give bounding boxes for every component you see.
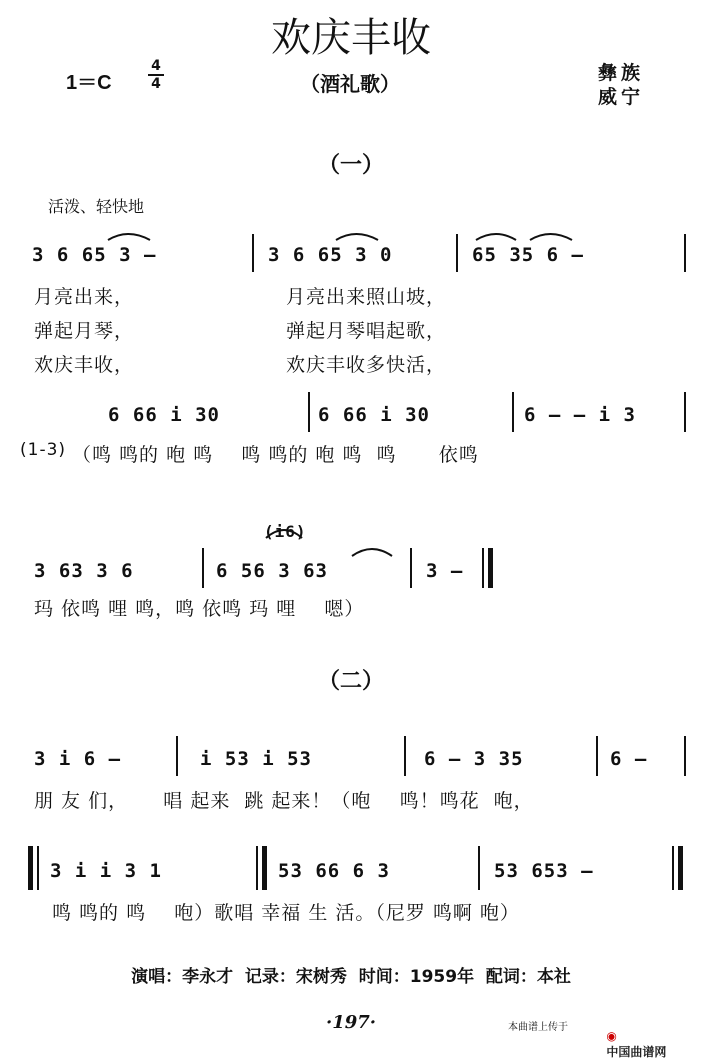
time-signature-bottom: 4 — [148, 74, 164, 92]
lyric-verse-2a: 弹起月琴， — [34, 320, 135, 342]
section-two-heading: （二） — [317, 669, 384, 694]
song-title: 欢庆丰收 — [271, 15, 431, 61]
notes-measure-3: 65 35 6 — — [472, 244, 584, 266]
lyric-verse-2b: 弹起月琴唱起歌， — [286, 320, 447, 342]
lyric-line-4: 朋 友 们， 唱 起来 跳 起来！（咆 鸣！鸣花 咆， — [34, 790, 534, 812]
notes-measure-13: 6 — — [610, 748, 648, 770]
lyric-verse-3b: 欢庆丰收多快活， — [286, 354, 447, 376]
region-attribution: 威宁 — [598, 86, 645, 108]
alternate-notes: (i6) — [264, 522, 307, 541]
credits-line: 演唱：李永才 记录：宋树秀 时间：1959年 配词：本社 — [131, 967, 571, 987]
notes-measure-10: 3 i 6 — — [34, 748, 122, 770]
time-signature-top: 4 — [151, 58, 161, 74]
notes-measure-2: 3 6 65 3 0 — [268, 244, 393, 266]
lyric-verse-1a: 月亮出来， — [34, 286, 135, 308]
logo-mark-icon: ◉ — [606, 1029, 617, 1043]
notes-measure-12: 6 — 3 35 — [424, 748, 524, 770]
site-logo-text: 中国曲谱网 — [606, 1045, 667, 1059]
notes-measure-4: 6 66 i 30 — [108, 404, 220, 426]
lyric-verse-3a: 欢庆丰收， — [34, 354, 135, 376]
section-one-heading: （一） — [317, 153, 384, 178]
ethnic-attribution: 彝族 — [598, 62, 645, 84]
notes-measure-6: 6 — — i 3 — [524, 404, 636, 426]
lyric-line-5: 鸣 鸣的 鸣 咆）歌唱 幸福 生 活。（尼罗 鸣啊 咆） — [52, 902, 520, 924]
lyric-verse-1b: 月亮出来照山坡， — [286, 286, 447, 308]
notes-measure-8: 6 56 3 63 — [216, 560, 328, 582]
notes-measure-7: 3 63 3 6 — [34, 560, 134, 582]
notes-measure-9: 3 — — [426, 560, 464, 582]
page-number: ·197· — [325, 1012, 377, 1033]
repeat-prefix: (1-3) — [20, 440, 67, 460]
key-signature: 1＝C — [66, 72, 112, 94]
lyric-line-2: （鸣 鸣的 咆 鸣 鸣 鸣的 咆 鸣 鸣 依鸣 — [72, 444, 479, 466]
song-subtitle: （酒礼歌） — [300, 72, 400, 96]
notes-measure-1: 3 6 65 3 — — [32, 244, 157, 266]
site-logo[interactable] — [598, 1015, 666, 1060]
tempo-marking: 活泼、轻快地 — [48, 197, 145, 216]
lyric-line-3: 玛 依鸣 哩 鸣，鸣 依鸣 玛 哩 嗯） — [34, 598, 365, 620]
notes-measure-5: 6 66 i 30 — [318, 404, 430, 426]
notes-measure-11: i 53 i 53 — [200, 748, 312, 770]
notes-measure-16: 53 653 — — [494, 860, 594, 882]
notes-measure-14: 3 i i 3 1 — [50, 860, 162, 882]
notes-measure-15: 53 66 6 3 — [278, 860, 390, 882]
source-note: 本曲谱上传于 — [508, 1022, 568, 1033]
